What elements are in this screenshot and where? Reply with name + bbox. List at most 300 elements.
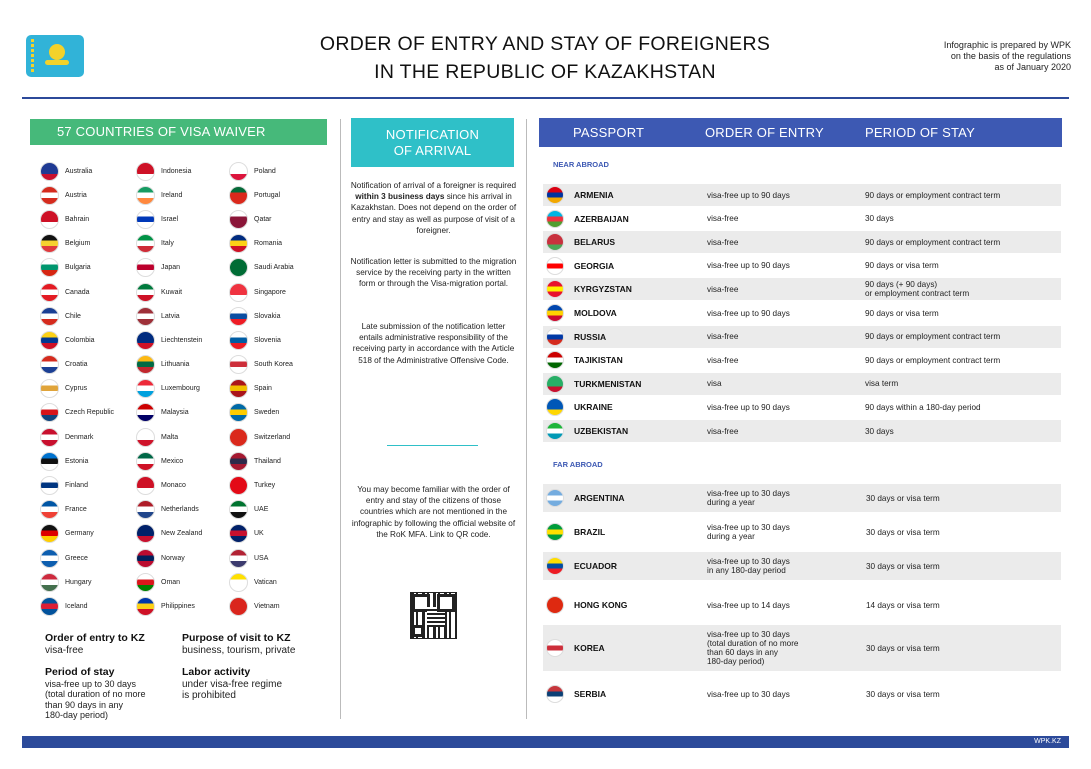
purpose-block xyxy=(182,633,295,656)
passport-country: HONG KONG xyxy=(574,600,628,610)
order-of-entry xyxy=(707,523,790,541)
entry-line: visa xyxy=(707,379,722,389)
labor-block xyxy=(182,667,282,702)
footer-bar xyxy=(22,736,1069,748)
country-name: New Zealand xyxy=(161,530,203,538)
flag-icon xyxy=(546,328,564,346)
notification-heading-line-2: OF ARRIVAL xyxy=(393,143,472,158)
country-name: Singapore xyxy=(254,288,286,296)
passport-country: MOLDOVA xyxy=(574,308,617,318)
flag-icon xyxy=(546,233,564,251)
flag-icon xyxy=(136,573,155,592)
flag-icon xyxy=(40,283,59,302)
country-item xyxy=(229,498,330,522)
country-name: Ireland xyxy=(161,191,183,199)
country-item xyxy=(40,594,136,618)
far-abroad-label: FAR ABROAD xyxy=(553,460,603,469)
credits-line-3: as of January 2020 xyxy=(994,62,1071,72)
flag-icon xyxy=(136,476,155,495)
country-item xyxy=(40,328,136,352)
country-name: Indonesia xyxy=(161,167,192,175)
flag-icon xyxy=(546,398,564,416)
period-line-3: than 90 days in any xyxy=(45,699,124,710)
passport-row xyxy=(543,518,1061,546)
passport-row xyxy=(543,255,1061,277)
flag-icon xyxy=(40,524,59,543)
flag-icon xyxy=(136,186,155,205)
country-name: Sweden xyxy=(254,409,280,417)
flag-icon xyxy=(229,428,248,447)
country-name: USA xyxy=(254,554,269,562)
entry-line: visa-free up to 90 days xyxy=(707,261,790,271)
country-item xyxy=(229,594,330,618)
notification-paragraph-4: You may become familiar with the order of entry and stay of the citizens of those countries which are not mentioned in the infographic by following the official website of the RoK MFA. Link to QR code. xyxy=(351,485,516,539)
country-item xyxy=(40,401,136,425)
flag-icon xyxy=(546,557,564,575)
passport-row xyxy=(543,594,1061,616)
entry-line: than 60 days in any xyxy=(707,648,779,657)
entry-line: visa-free up to 30 days xyxy=(707,523,790,532)
passport-row xyxy=(543,625,1061,671)
country-item xyxy=(229,522,330,546)
flag-icon xyxy=(229,379,248,398)
order-of-entry xyxy=(707,214,738,223)
page-title xyxy=(250,30,840,86)
country-item xyxy=(229,425,330,449)
country-item xyxy=(136,232,229,256)
period-line-2: (total duration of no more xyxy=(45,689,146,699)
country-item xyxy=(136,425,229,449)
entry-line: 180-day period) xyxy=(707,657,765,666)
passport-country: RUSSIA xyxy=(574,331,607,342)
country-item xyxy=(40,304,136,328)
country-name: Bahrain xyxy=(65,215,90,223)
stay-line: 30 days xyxy=(865,426,894,436)
period-of-stay xyxy=(866,494,940,503)
flag-icon xyxy=(229,500,248,519)
order-of-entry xyxy=(707,332,738,341)
flag-icon xyxy=(229,549,248,568)
flag-icon xyxy=(546,639,564,657)
entry-line: visa-free xyxy=(707,332,739,342)
flag-icon xyxy=(546,257,564,275)
country-name: Vatican xyxy=(254,578,277,586)
country-name: Switzerland xyxy=(254,433,291,441)
p1-bold: within 3 business days xyxy=(355,192,445,202)
passport-country: ARGENTINA xyxy=(574,493,625,503)
country-item xyxy=(229,449,330,473)
order-of-entry xyxy=(707,630,798,666)
flag-icon xyxy=(136,210,155,229)
flag-icon xyxy=(40,452,59,471)
country-name: Slovakia xyxy=(254,312,281,320)
flag-icon xyxy=(229,573,248,592)
flag-icon xyxy=(229,258,248,277)
passport-row xyxy=(543,683,1061,705)
flag-icon xyxy=(136,403,155,422)
period-of-stay xyxy=(866,644,940,653)
country-item xyxy=(40,353,136,377)
order-of-entry-block xyxy=(45,633,145,656)
period-of-stay xyxy=(865,309,939,318)
country-name: Oman xyxy=(161,578,181,586)
country-name: Norway xyxy=(161,554,185,562)
country-name: Portugal xyxy=(254,191,281,199)
stay-line: visa term xyxy=(865,379,899,389)
country-item xyxy=(136,328,229,352)
country-item xyxy=(229,473,330,497)
stay-line: 90 days or employment contract term xyxy=(865,332,1001,342)
passport-country: KYRGYZSTAN xyxy=(574,284,632,295)
country-name: Austria xyxy=(65,191,87,199)
country-name: Belgium xyxy=(65,240,91,248)
flag-icon xyxy=(136,428,155,447)
flag-icon xyxy=(40,210,59,229)
country-name: Greece xyxy=(65,554,88,562)
country-item xyxy=(40,256,136,280)
passport-country: TURKMENISTAN xyxy=(574,378,642,389)
flag-icon xyxy=(136,283,155,302)
footer-site: WPK.KZ xyxy=(1034,738,1061,745)
passport-country: ARMENIA xyxy=(574,190,614,200)
flag-icon xyxy=(136,524,155,543)
labor-line-1: under visa-free regime xyxy=(182,678,283,690)
title-line-1: ORDER OF ENTRY AND STAY OF FOREIGNERS xyxy=(319,33,771,55)
country-item xyxy=(136,449,229,473)
entry-line: visa-free xyxy=(707,214,739,224)
stay-line: 90 days or employment contract term xyxy=(865,190,1001,200)
notification-heading xyxy=(351,118,514,167)
country-item xyxy=(40,377,136,401)
country-name: Estonia xyxy=(65,457,89,465)
order-of-entry xyxy=(707,690,790,699)
stay-line: 14 days or visa term xyxy=(866,600,940,610)
order-of-entry xyxy=(707,489,790,507)
entry-line: (total duration of no more xyxy=(707,639,799,648)
order-of-entry xyxy=(707,427,738,436)
flag-icon xyxy=(136,597,155,616)
kazakhstan-flag-logo xyxy=(26,35,84,77)
stay-line: 30 days or visa term xyxy=(866,561,940,571)
country-item xyxy=(229,377,330,401)
flag-icon xyxy=(40,403,59,422)
country-item xyxy=(136,353,229,377)
period-of-stay xyxy=(866,601,940,610)
country-name: UK xyxy=(254,530,264,538)
passport-row xyxy=(543,373,1061,395)
purpose-value: business, tourism, private xyxy=(182,644,296,656)
flag-icon xyxy=(229,597,248,616)
country-name: Israel xyxy=(161,215,179,223)
country-item xyxy=(136,304,229,328)
flag-icon xyxy=(229,162,248,181)
period-of-stay xyxy=(865,280,969,298)
period-of-stay xyxy=(865,261,939,270)
flag-icon xyxy=(229,186,248,205)
country-name: Latvia xyxy=(161,312,180,320)
passport-country: BELARUS xyxy=(574,237,616,248)
country-item xyxy=(40,570,136,594)
stay-line: 90 days within a 180-day period xyxy=(865,402,981,412)
entry-line: visa-free xyxy=(707,284,739,294)
country-name: Bulgaria xyxy=(65,264,91,272)
credits-line-1: Infographic is prepared by WPK xyxy=(943,40,1071,50)
country-name: Germany xyxy=(65,530,94,538)
flag-icon xyxy=(546,304,564,322)
country-item xyxy=(136,207,229,231)
stay-line: or employment contract term xyxy=(865,289,970,299)
entry-line: during a year xyxy=(707,532,755,541)
country-item xyxy=(40,232,136,256)
flag-icon xyxy=(546,210,564,228)
flag-icon xyxy=(546,422,564,440)
period-of-stay xyxy=(865,191,1000,200)
passport-country: SERBIA xyxy=(574,689,607,699)
flag-icon xyxy=(136,500,155,519)
stay-line: 30 days or visa term xyxy=(866,643,940,653)
country-item xyxy=(229,353,330,377)
passport-country: ECUADOR xyxy=(574,561,617,571)
middle-separator xyxy=(387,445,478,446)
labor-title: Labor activity xyxy=(182,666,251,678)
country-item xyxy=(40,183,136,207)
country-name: Czech Republic xyxy=(65,409,115,417)
period-of-stay xyxy=(865,332,1000,341)
flag-icon xyxy=(229,234,248,253)
country-name: Hungary xyxy=(65,578,92,586)
order-of-entry xyxy=(707,238,738,247)
stay-line: 30 days or visa term xyxy=(866,689,940,699)
flag-icon xyxy=(136,549,155,568)
country-item xyxy=(229,280,330,304)
period-of-stay xyxy=(866,528,940,537)
country-name: UAE xyxy=(254,506,269,514)
country-name: Vietnam xyxy=(254,602,280,610)
country-name: Liechtenstein xyxy=(161,336,203,344)
country-name: Croatia xyxy=(65,361,88,369)
near-abroad-label: NEAR ABROAD xyxy=(553,160,609,169)
country-item xyxy=(40,280,136,304)
order-of-entry xyxy=(707,356,738,365)
flag-icon xyxy=(229,403,248,422)
passport-country: UZBEKISTAN xyxy=(574,426,629,436)
flag-icon xyxy=(229,283,248,302)
passport-country: BRAZIL xyxy=(574,527,606,537)
flag-icon xyxy=(546,280,564,298)
flag-icon xyxy=(229,331,248,350)
period-of-stay xyxy=(865,403,981,412)
column-divider-left xyxy=(340,119,341,719)
passport-row xyxy=(543,184,1061,206)
entry-line: during a year xyxy=(707,498,755,507)
order-of-entry xyxy=(707,191,790,200)
entry-line: in any 180-day period xyxy=(707,566,786,575)
passport-row xyxy=(543,396,1061,418)
country-name: South Korea xyxy=(254,361,293,369)
entry-line: visa-free xyxy=(707,426,739,436)
flag-icon xyxy=(136,452,155,471)
entry-line: visa-free up to 90 days xyxy=(707,402,790,412)
passport-row xyxy=(543,231,1061,253)
flag-icon xyxy=(229,476,248,495)
period-of-stay xyxy=(865,356,1000,365)
notification-heading-line-1: NOTIFICATION xyxy=(385,127,480,142)
country-name: Finland xyxy=(65,482,88,490)
country-item xyxy=(136,280,229,304)
flag-icon xyxy=(40,500,59,519)
entry-line: visa-free up to 30 days xyxy=(707,689,790,699)
country-name: Iceland xyxy=(65,602,88,610)
country-list xyxy=(40,159,330,621)
passport-country: GEORGIA xyxy=(574,260,615,271)
flag-icon xyxy=(136,234,155,253)
order-of-entry xyxy=(707,379,722,388)
country-item xyxy=(229,401,330,425)
flag-icon xyxy=(40,428,59,447)
flag-icon xyxy=(40,573,59,592)
passport-row xyxy=(543,302,1061,324)
flag-icon xyxy=(546,351,564,369)
country-name: Spain xyxy=(254,385,272,393)
flag-icon xyxy=(40,549,59,568)
flag-icon xyxy=(40,234,59,253)
order-of-entry xyxy=(707,261,790,270)
column-divider-right xyxy=(526,119,527,719)
passport-row xyxy=(543,484,1061,512)
country-name: Monaco xyxy=(161,482,186,490)
flag-icon xyxy=(40,476,59,495)
flag-icon xyxy=(229,307,248,326)
period-of-stay xyxy=(866,690,940,699)
entry-line: visa-free up to 30 days xyxy=(707,489,790,498)
country-name: Colombia xyxy=(65,336,95,344)
country-item xyxy=(136,473,229,497)
country-item xyxy=(40,546,136,570)
country-name: Qatar xyxy=(254,215,272,223)
flag-icon xyxy=(136,162,155,181)
country-name: Mexico xyxy=(161,457,184,465)
country-name: Netherlands xyxy=(161,506,199,514)
period-of-stay xyxy=(865,427,894,436)
country-name: Denmark xyxy=(65,433,94,441)
entry-line: visa-free xyxy=(707,237,739,247)
country-name: Romania xyxy=(254,240,283,248)
country-item xyxy=(40,159,136,183)
notification-paragraph-2: Notification letter is submitted to the migration service by the receiving party in the written form or through the Visa-migration portal. xyxy=(350,257,517,289)
flag-icon xyxy=(40,307,59,326)
stay-line: 30 days or visa term xyxy=(866,493,940,503)
flag-icon xyxy=(136,379,155,398)
col-period-of-stay: PERIOD OF STAY xyxy=(865,125,975,140)
flag-icon xyxy=(229,355,248,374)
country-item xyxy=(229,328,330,352)
flag-icon xyxy=(136,331,155,350)
p1-text-a: Notification of arrival of a foreigner is required xyxy=(350,181,517,190)
flag-icon xyxy=(136,307,155,326)
passport-country: UKRAINE xyxy=(574,402,613,413)
flag-icon xyxy=(136,258,155,277)
order-of-entry xyxy=(707,601,790,610)
flag-icon xyxy=(136,355,155,374)
country-item xyxy=(136,377,229,401)
entry-line: visa-free up to 30 days xyxy=(707,630,790,639)
flag-icon xyxy=(546,685,564,703)
flag-icon xyxy=(40,355,59,374)
stay-line: 90 days or employment contract term xyxy=(865,355,1001,365)
country-name: Philippines xyxy=(161,602,195,610)
period-of-stay xyxy=(865,214,894,223)
entry-line: visa-free up to 14 days xyxy=(707,600,790,610)
country-name: Turkey xyxy=(254,482,276,490)
order-value: visa-free xyxy=(45,644,84,656)
country-name: Cyprus xyxy=(65,385,88,393)
notification-paragraph-1 xyxy=(350,180,517,236)
country-name: Saudi Arabia xyxy=(254,264,294,272)
passport-row xyxy=(543,552,1061,580)
stay-line: 90 days or visa term xyxy=(865,308,939,318)
country-item xyxy=(229,546,330,570)
period-block xyxy=(45,667,146,721)
stay-line: 90 days (+ 90 days) xyxy=(865,280,938,290)
passport-row xyxy=(543,278,1061,300)
country-item xyxy=(136,522,229,546)
flag-icon xyxy=(229,210,248,229)
flag-icon xyxy=(546,489,564,507)
passport-row xyxy=(543,326,1061,348)
passport-table-header xyxy=(539,118,1062,147)
country-item xyxy=(136,256,229,280)
country-item xyxy=(136,546,229,570)
country-name: France xyxy=(65,506,87,514)
flag-icon xyxy=(40,186,59,205)
top-divider xyxy=(22,97,1069,99)
visa-waiver-heading: 57 COUNTRIES OF VISA WAIVER xyxy=(30,119,327,145)
country-name: Chile xyxy=(65,312,81,320)
order-of-entry xyxy=(707,309,790,318)
order-of-entry xyxy=(707,285,738,294)
country-item xyxy=(229,304,330,328)
country-item xyxy=(136,183,229,207)
stay-line: 30 days or visa term xyxy=(866,527,940,537)
credits xyxy=(871,40,1071,73)
purpose-title: Purpose of visit to KZ xyxy=(182,632,291,644)
country-item xyxy=(229,159,330,183)
p1-text-c: since his arrival in Kazakhstan. Does not depend on the order of entry and stay as well as purpose of visit of a foreigner. xyxy=(350,192,517,235)
period-of-stay xyxy=(865,379,898,388)
flag-icon xyxy=(40,162,59,181)
passport-row xyxy=(543,349,1061,371)
period-line-1: visa-free up to 30 days xyxy=(45,678,137,689)
flag-icon xyxy=(40,379,59,398)
entry-line: visa-free up to 90 days xyxy=(707,308,790,318)
period-title: Period of stay xyxy=(45,666,115,678)
passport-row xyxy=(543,420,1061,442)
period-line-4: 180-day period) xyxy=(45,710,109,720)
country-name: Malta xyxy=(161,433,179,441)
country-name: Canada xyxy=(65,288,90,296)
country-item xyxy=(136,594,229,618)
country-name: Luxembourg xyxy=(161,385,200,393)
qr-code[interactable] xyxy=(410,592,457,639)
country-item xyxy=(229,232,330,256)
entry-line: visa-free up to 90 days xyxy=(707,190,790,200)
col-order-of-entry: ORDER OF ENTRY xyxy=(705,125,824,140)
country-name: Australia xyxy=(65,167,93,175)
col-passport: PASSPORT xyxy=(573,125,645,140)
country-item xyxy=(40,522,136,546)
country-item xyxy=(229,570,330,594)
country-item xyxy=(40,425,136,449)
